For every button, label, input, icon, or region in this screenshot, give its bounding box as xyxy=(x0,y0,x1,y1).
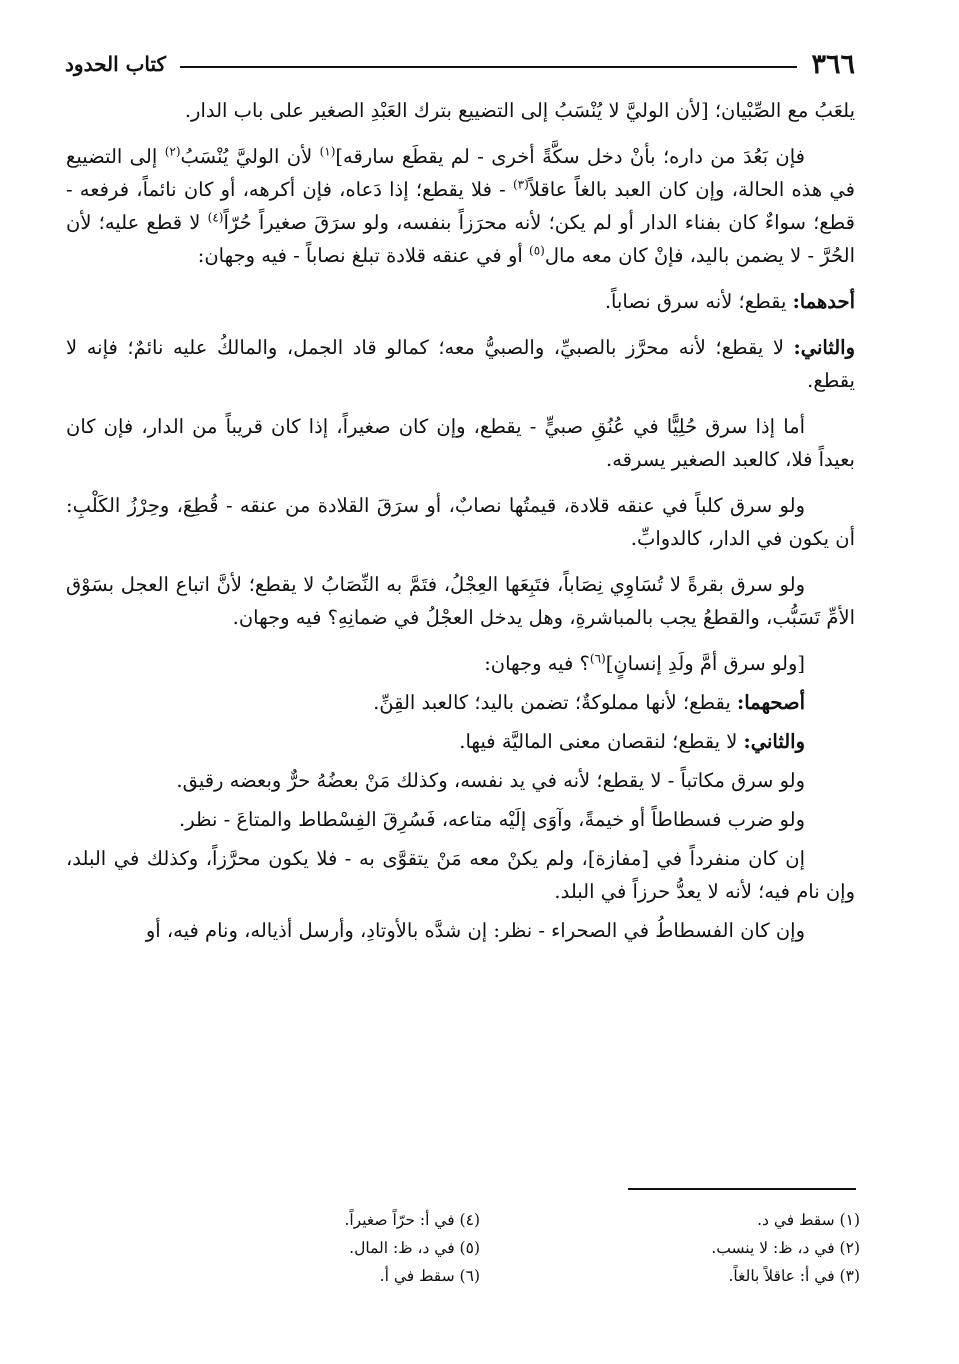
paragraph xyxy=(66,725,855,758)
footnote-ref[interactable]: (٣) xyxy=(512,177,529,192)
text-run: [ولو سرق أمَّ ولَدِ إنسانٍ] xyxy=(605,652,805,675)
lead-word: والثاني: xyxy=(793,336,855,359)
text-run: ولو سرق كلباً في عنقه قلادة، قيمتُها نصابٌ، أو سرَقَ القلادة من عنقه - قُطِعَ، وحِرْزُ الكَلْبِ: أن يكون في الدار، كالدوابِّ. xyxy=(66,494,855,550)
lead-word: والثاني: xyxy=(743,730,805,753)
main-text xyxy=(66,94,855,960)
text-run: ولو سرق بقرةً لا تُسَاوِي نِصَاباً، فتَبِعَها العِجْلُ، فتَمَّ به النِّصَابُ لا يقطع؛ لأنَّ اتباع العجل بسَوْق الأمِّ تَسَبُّب، والقطعُ يجب بالمباشرةِ، وهل يدخل العجْلُ في ضمانِهِ؟ فيه وجهان. xyxy=(66,573,855,629)
footnote-ref[interactable]: (٦) xyxy=(589,651,606,666)
footnote-column-right xyxy=(570,1206,860,1290)
text-run: ؟ فيه وجهان: xyxy=(484,652,590,675)
paragraph xyxy=(66,285,855,318)
text-run: لا قطع عليه؛ لأن الحُرَّ - لا يضمن باليد، فإنْ كان معه مال xyxy=(66,211,855,267)
paragraph xyxy=(66,94,855,127)
text-run: أما إذا سرق حُلِيًّا في عُنُقِ صبيٍّ - يقطع، وإن كان صغيراً، إذا كان قريباً من الدار، فإن كان بعيداً فلا، كالعبد الصغير يسرقه. xyxy=(66,415,855,471)
lead-word: أحدهما: xyxy=(792,290,855,313)
footnotes xyxy=(190,1206,860,1290)
footnote: (٤) في أ: حرّاً صغيراً. xyxy=(344,1211,480,1229)
footnote-ref[interactable]: (٤) xyxy=(207,210,224,225)
text-run: ولو سرق مكاتباً - لا يقطع؛ لأنه في يد نفسه، وكذلك مَنْ بعضُهُ حرٌّ وبعضه رقيق. xyxy=(176,769,805,792)
footnote-ref[interactable]: (١) xyxy=(319,144,336,159)
text-run: - فلا يقطع؛ إذا دَعاه، فإن أكرهه، أو كان نائماً، فرفعه - قطع؛ سواءٌ كان بفناء الدار أو لم يكن؛ لأنه محرَزاً بنفسه، ولو سرَقَ صغيراً حُرّاً xyxy=(66,178,856,234)
book-title: كتاب الحدود xyxy=(65,52,167,76)
text-run: إلى التضييع في هذه الحالة، وإن كان العبد بالغاً عاقلاً xyxy=(66,145,855,201)
footnote: (١) سقط في د. xyxy=(757,1211,860,1229)
text-run: يقطع؛ لأنها مملوكةٌ؛ تضمن باليد؛ كالعبد القِنِّ. xyxy=(373,691,738,714)
text-run: يلعَبُ مع الصِّبْيان؛ [لأن الوليَّ لا يُنْسَبُ إلى التضييع بترك العَبْدِ الصغير على باب الدار. xyxy=(184,99,855,122)
footnote: (٢) في د، ظ: لا ينسب. xyxy=(711,1239,860,1257)
paragraph xyxy=(66,489,855,555)
footnote-ref[interactable]: (٢) xyxy=(164,144,181,159)
paragraph xyxy=(66,764,855,797)
footnote: (٦) سقط في أ. xyxy=(379,1267,480,1285)
paragraph xyxy=(66,410,855,476)
footnote-column-left xyxy=(190,1206,480,1290)
lead-word: أصحهما: xyxy=(737,691,805,714)
text-run: لا يقطع؛ لنقصان معنى الماليَّة فيها. xyxy=(459,730,744,753)
text-run: يقطع؛ لأنه سرق نصاباً. xyxy=(604,290,793,313)
text-run: وإن كان الفسطاطُ في الصحراء - نظر: إن شدَّه بالأوتادِ، وأرسل أذياله، ونام فيه، أو xyxy=(145,919,805,942)
footnote-ref[interactable]: (٥) xyxy=(529,243,545,258)
paragraph xyxy=(66,914,855,947)
text-run: لا يقطع؛ لأنه محرَّز بالصبيِّ، والصبيُّ معه؛ كمالو قاد الجمل، والمالكُ عليه نائمٌ؛ فإنه لا يقطع. xyxy=(66,336,855,392)
paragraph xyxy=(66,647,855,680)
page-number: ٣٦٦ xyxy=(811,48,855,80)
text-run: ولو ضرب فسطاطاً أو خيمةً، وآوَى إلَيْه متاعه، فَسُرِقَ الفِسْطاط والمتاعَ - نظر. xyxy=(179,808,805,831)
footnote-rule xyxy=(628,1188,856,1190)
text-run: فإن بَعُدَ من داره؛ بأنْ دخل سكَّةً أخرى - لم يقطَع سارقه] xyxy=(335,145,805,168)
text-run: لأن الوليَّ يُنْسَبُ xyxy=(180,145,320,168)
header-rule xyxy=(180,66,797,68)
paragraph xyxy=(66,331,855,397)
paragraph xyxy=(66,803,855,836)
text-run: إن كان منفرداً في [مفازة]، ولم يكنْ معه مَنْ يتقوَّى به - فلا يكون محرَّزاً، وكذلك في البلد، وإن نام فيه؛ لأنه لا يعدُّ حرزاً في البلد. xyxy=(66,847,855,903)
text-run: أو في عنقه قلادة تبلغ نصاباً - فيه وجهان: xyxy=(197,244,529,267)
paragraph xyxy=(66,568,855,634)
paragraph xyxy=(66,686,855,719)
footnote: (٣) في أ: عاقلاً بالغاً. xyxy=(728,1267,860,1285)
paragraph xyxy=(66,842,855,908)
page-header xyxy=(65,44,855,84)
paragraph xyxy=(66,140,855,272)
footnote: (٥) في د، ظ: المال. xyxy=(349,1239,480,1257)
